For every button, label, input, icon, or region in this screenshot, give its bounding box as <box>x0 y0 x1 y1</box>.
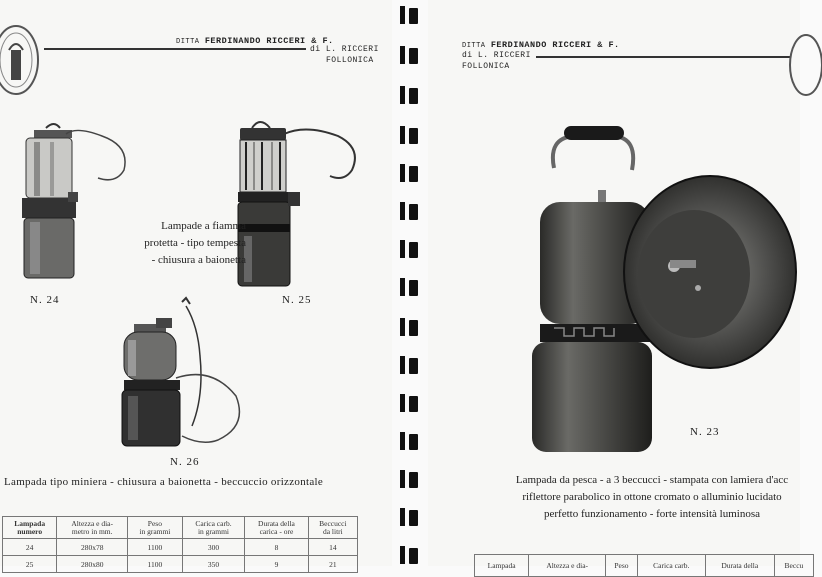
left-page <box>0 0 392 569</box>
cell: 1100 <box>128 539 183 556</box>
column-header: Lampada <box>475 555 529 577</box>
binding-coil <box>400 6 420 24</box>
column-header-carica: Carica carb. in grammi <box>182 517 245 539</box>
cell: 350 <box>182 556 245 573</box>
column-header: Beccu <box>774 555 813 577</box>
company-logo <box>0 20 40 100</box>
cell: 1100 <box>128 556 183 573</box>
cell: 14 <box>308 539 357 556</box>
right-caption <box>482 472 822 523</box>
lamp-illustration-25 <box>226 112 366 292</box>
column-header: Carica carb. <box>637 555 705 577</box>
column-header: Altezza e dia- <box>529 555 606 577</box>
binding-coil <box>400 432 420 450</box>
header-rule <box>536 56 790 58</box>
column-header: Peso <box>606 555 638 577</box>
description-line-3: - chiusura a baionetta <box>151 254 246 266</box>
column-header: Durata della <box>705 555 774 577</box>
binding-coil <box>400 394 420 412</box>
description-line-1: Lampade a fiamma <box>161 220 246 232</box>
page-caption: Lampada tipo miniera - chiusura a baionetta - beccuccio orizzontale <box>4 476 324 488</box>
binding-coil <box>400 278 420 296</box>
lamp-illustration-26 <box>112 296 252 452</box>
cell: 21 <box>308 556 357 573</box>
cell: 8 <box>245 539 308 556</box>
table-row <box>3 556 358 573</box>
item-label-24: N. 24 <box>30 294 60 306</box>
item-label-26: N. 26 <box>170 456 200 468</box>
binding-coil <box>400 508 420 526</box>
cell: 25 <box>3 556 57 573</box>
table-row <box>3 539 358 556</box>
left-header-line1: DITTA FERDINANDO RICCERI & F. <box>176 36 334 46</box>
binding-coil <box>400 318 420 336</box>
right-header-line1: DITTA FERDINANDO RICCERI & F. <box>462 40 620 50</box>
binding-coil <box>400 126 420 144</box>
binding-coil <box>400 202 420 220</box>
table-header-row <box>3 517 358 539</box>
right-header-city: FOLLONICA <box>462 62 510 71</box>
column-header-altezza: Altezza e dia- metro in mm. <box>57 517 128 539</box>
lamp-illustration-23 <box>514 118 800 458</box>
column-header-beccucci: Beccucci da litri <box>308 517 357 539</box>
right-spec-table <box>474 554 814 577</box>
column-header-durata: Durata della carica - ore <box>245 517 308 539</box>
binding-coil <box>400 470 420 488</box>
right-header-owner: di L. RICCERI <box>462 51 531 60</box>
item-label-25: N. 25 <box>282 294 312 306</box>
caption-line-3: perfetto funzionamento - forte intensità luminosa <box>544 508 760 520</box>
binding-coil <box>400 46 420 64</box>
binding-coil <box>400 546 420 564</box>
right-page <box>428 0 804 570</box>
column-header-lampada: Lampada numero <box>3 517 57 539</box>
column-header-peso: Peso in grammi <box>128 517 183 539</box>
cell: 280x80 <box>57 556 128 573</box>
item-label-23: N. 23 <box>690 426 720 438</box>
description-line-2: protetta - tipo tempesta <box>144 237 246 249</box>
cell: 300 <box>182 539 245 556</box>
left-header-city: FOLLONICA <box>326 56 374 65</box>
cell: 9 <box>245 556 308 573</box>
header-rule <box>44 48 306 50</box>
binding-coil <box>400 240 420 258</box>
left-header-owner: di L. RICCERI <box>310 45 379 54</box>
binding-coil <box>400 86 420 104</box>
spiral-binding <box>392 0 428 566</box>
spec-table <box>2 516 358 573</box>
table-header-row <box>475 555 814 577</box>
company-logo <box>788 30 808 100</box>
caption-line-2: riflettore parabolico in ottone cromato o alluminio lucidato <box>522 491 782 503</box>
caption-line-1: Lampada da pesca - a 3 beccucci - stampata con lamiera d'acc <box>515 474 789 486</box>
lamp-description <box>96 218 246 269</box>
binding-coil <box>400 164 420 182</box>
cell: 24 <box>3 539 57 556</box>
binding-coil <box>400 356 420 374</box>
cell: 280x78 <box>57 539 128 556</box>
